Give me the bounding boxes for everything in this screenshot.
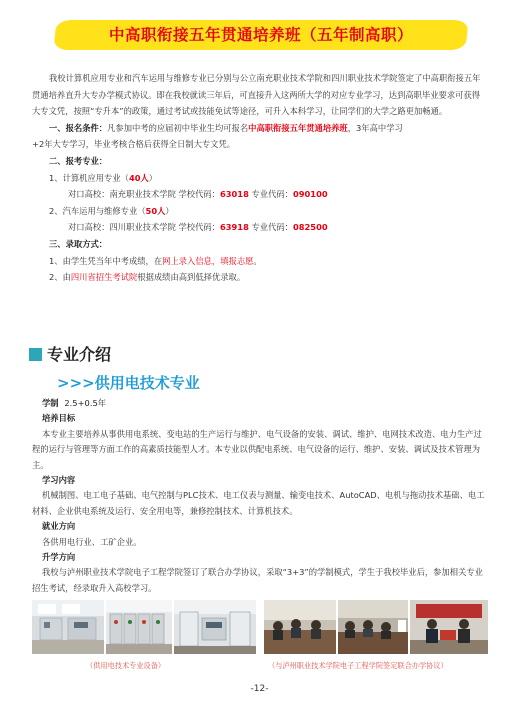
- major-2-count: 50人: [145, 205, 166, 216]
- majors-heading: 二、报考专业：: [49, 155, 108, 166]
- equipment-photo-1: [32, 600, 104, 654]
- admission-item-1-text: 1、由学生凭当年中考成绩，在: [49, 255, 163, 266]
- major-1-name: 1、计算机应用专业（: [49, 172, 129, 183]
- content-heading: 学习内容: [42, 475, 76, 486]
- admission-item-2-end: 根据成绩由高到低择优录取。: [137, 272, 246, 283]
- major-1-close: ）: [148, 172, 158, 183]
- signing-photo-2: [338, 600, 408, 654]
- requirement-highlight: 中高职衔接五年贯通培养班: [248, 122, 348, 133]
- requirement-line: [32, 120, 487, 137]
- major-2-major-label: 专业代码：: [248, 222, 293, 233]
- goal-text: 本专业主要培养从事供用电系统、变电站的生产运行与维护、电气设备的安装、调试、维护、电网技术改造、电力生产过程的运行与管理等方面工作的高素质技能型人才。本专业以供配电系统、电气设备的运行、维护、安装、调试及技术管理为主。: [32, 428, 482, 470]
- job-heading: 就业方向: [42, 521, 76, 532]
- major-2-close: ）: [165, 205, 174, 216]
- signing-photo-3: [410, 600, 488, 654]
- major-1-school-code: 63018: [219, 189, 249, 200]
- requirement-text-after: ，3年高中学习: [347, 122, 403, 133]
- major-1-count: 40人: [128, 172, 149, 183]
- signing-photo-1: [264, 600, 336, 654]
- major-1-major-code: 090100: [292, 189, 328, 200]
- equipment-photo-3: [174, 600, 256, 654]
- enrollment-section: [32, 70, 487, 286]
- page-title: 中高职衔接五年贯通培养班（五年制高职）: [108, 26, 413, 44]
- requirement-text-before: 凡参加中考的应届初中毕业生均可报名: [107, 122, 249, 133]
- major-1-major-label: 专业代码：: [248, 189, 293, 200]
- admission-heading: 三、录取方式：: [49, 238, 108, 249]
- further-heading: 升学方向: [42, 552, 76, 563]
- caption-signing: （与泸州职业技术学院电子工程学院签定联合办学协议）: [268, 661, 448, 670]
- duration-line: [32, 396, 487, 411]
- goal-heading: 培养目标: [42, 413, 76, 424]
- major-1-college-line: [32, 186, 487, 203]
- equipment-photo-2: [106, 600, 172, 654]
- duration-value: 2.5+0.5年: [64, 398, 107, 408]
- duration-label: 学制: [42, 398, 59, 408]
- admission-item-1: [32, 253, 487, 270]
- admission-item-2-text: 2、由: [49, 272, 71, 283]
- major-1-college: 对口高校：南充职业技术学院 学校代码：: [68, 189, 220, 200]
- job-text: 各供用电行业、工矿企业。: [42, 536, 142, 547]
- admission-item-1-highlight: 网上录入信息，填报志愿: [162, 255, 254, 266]
- page-number: -12-: [250, 684, 269, 694]
- major-details: [32, 396, 487, 596]
- caption-equipment: （供用电技术专业设备）: [86, 661, 166, 670]
- major-2-college: 对口高校：四川职业技术学院 学校代码：: [68, 222, 220, 233]
- admission-item-2-highlight: 四川省招生考试院: [70, 272, 138, 283]
- intro-paragraph: 我校计算机应用专业和汽车运用与维修专业已分别与公立南充职业技术学院和四川职业技术学院签定了中高职衔接五年贯通培养直升大专办学模式协议。即在我校就读三年后，可直接升入这两所大学的对应专业学习，达到高职毕业要求可获得大专文凭，按照“专升本”的政策，通过考试或技能免试等途径，可升入本科学习，让同学们的大学之路更加畅通。: [32, 73, 481, 117]
- admission-item-2: [32, 269, 487, 286]
- major-2-name: 2、汽车运用与维修专业（: [49, 205, 146, 216]
- section-marker-icon: [29, 348, 42, 361]
- further-text: 我校与泸州职业技术学院电子工程学院签订了联合办学协议，采取“3+3”的学制模式，学生于我校毕业后，参加相关专业招生考试，经录取升入高校学习。: [32, 567, 483, 593]
- content-text: 机械制图、电工电子基础、电气控制与PLC技术、电工仪表与测量、输变电技术、AutoCAD、电机与拖动技术基础、电工材料、企业供电系统及运行、安全用电等，兼修控制技术、计算机技术。: [32, 490, 485, 516]
- admission-item-1-end: 。: [253, 255, 262, 266]
- requirement-heading: 一、报名条件：: [49, 122, 108, 133]
- major-2-major-code: 082500: [292, 222, 328, 233]
- major-title: >>>供用电技术专业: [57, 374, 200, 392]
- requirement-line-2: +2年大专学习，毕业考核合格后获得全日制大专文凭。: [32, 139, 236, 150]
- major-1-line: [32, 170, 487, 187]
- major-2-school-code: 63918: [219, 222, 249, 233]
- section-title: 专业介绍: [47, 345, 112, 364]
- major-2-line: [32, 203, 487, 220]
- major-2-college-line: [32, 219, 487, 236]
